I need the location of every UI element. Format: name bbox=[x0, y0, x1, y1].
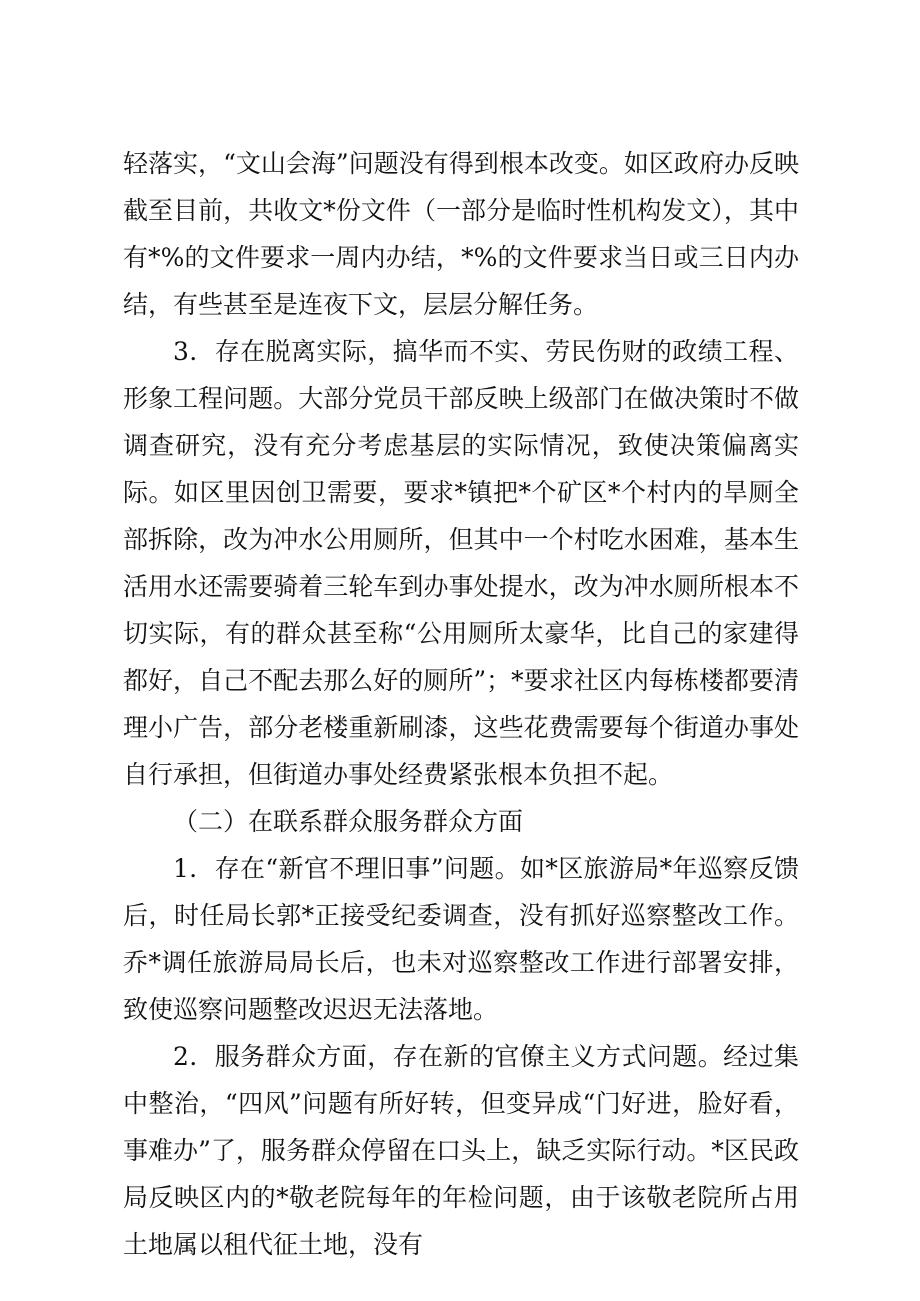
paragraph-item-3: 3．存在脱离实际，搞华而不实、劳民伤财的政绩工程、形象工程问题。大部分党员干部反映上级部门在做决策时不做调查研究，没有充分考虑基层的实际情况，致使决策偏离实际。如区里因创卫需要，要求*镇把*个矿区*个村内的旱厕全部拆除，改为冲水公用厕所，但其中一个村吃水困难，基本生活用水还需要骑着三轮车到办事处提水，改为冲水厕所根本不切实际，有的群众甚至称“公用厕所太豪华，比自己的家建得都好，自己不配去那么好的厕所”；*要求社区内每栋楼都要清理小广告，部分老楼重新刷漆，这些花费需要每个街道办事处自行承担，但街道办事处经费紧张根本负担不起。 bbox=[123, 337, 799, 789]
paragraph-continuation: 轻落实，“文山会海”问题没有得到根本改变。如区政府办反映截至目前，共收文*份文件（一部分是临时性机构发文），其中有*%的文件要求一周内办结，*%的文件要求当日或三日内办结，有些甚至是连夜下文，层层分解任务。 bbox=[123, 149, 799, 319]
document-body bbox=[123, 140, 799, 1268]
section-heading: （二）在联系群众服务群众方面 bbox=[173, 807, 524, 836]
paragraph-item-1: 1．存在“新官不理旧事”问题。如*区旅游局*年巡察反馈后，时任局长郭*正接受纪委调查，没有抓好巡察整改工作。乔*调任旅游局局长后，也未对巡察整改工作进行部署安排，致使巡察问题整改迟迟无法落地。 bbox=[123, 854, 799, 1024]
paragraph-item-2: 2．服务群众方面，存在新的官僚主义方式问题。经过集中整治，“四风”问题有所好转，但变异成“门好进，脸好看，事难办”了，服务群众停留在口头上，缺乏实际行动。*区民政局反映区内的*敬老院每年的年检问题，由于该敬老院所占用土地属以租代征土地，没有 bbox=[123, 1042, 799, 1259]
